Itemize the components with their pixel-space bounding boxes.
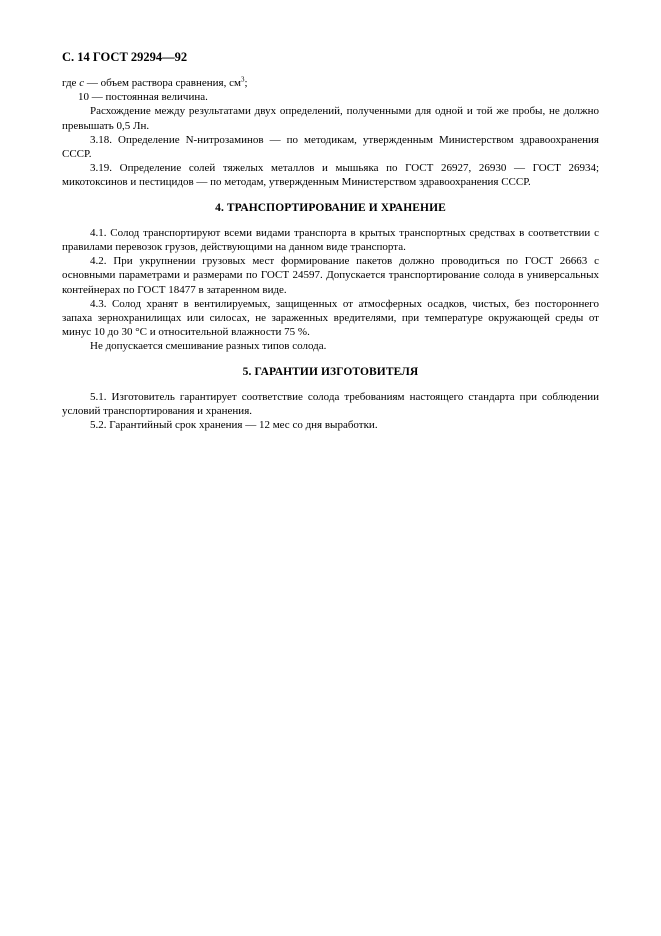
formula-constant-line: 10 — постоянная величина. <box>78 91 208 104</box>
page-header: С. 14 ГОСТ 29294—92 <box>62 50 188 64</box>
paragraph-5-1: 5.1. Изготовитель гарантирует соответствие солода требованиям настоящего стандарта при соблюдении условий транспортирования и хранения. <box>62 390 599 418</box>
section-5-title: 5. ГАРАНТИИ ИЗГОТОВИТЕЛЯ <box>242 365 419 378</box>
paragraph-discrepancy: Расхождение между результатами двух определений, полученными для одной и той же пробы, не должно превышать 0,5 Лн. <box>62 105 599 132</box>
formula-where-line <box>62 76 599 90</box>
document-body <box>62 76 599 432</box>
section-4-title: 4. ТРАНСПОРТИРОВАНИЕ И ХРАНЕНИЕ <box>215 201 446 214</box>
paragraph-4-1: 4.1. Солод транспортируют всеми видами транспорта в крытых транспортных средствах в соответствии с правилами перевозок грузов, действующими на данном виде транспорта. <box>62 226 599 254</box>
unit-superscript: 3 <box>240 75 245 84</box>
paragraph-5-2: 5.2. Гарантийный срок хранения — 12 мес со дня выработки. <box>90 419 378 432</box>
paragraph-4-2: 4.2. При укрупнении грузовых мест формирование пакетов должно проводиться по ГОСТ 26663 с основными параметрами и размерами по ГОСТ 24597. Допускается транспортирование солода в универсальных контейнерах по ГОСТ 18477 в затаренном виде. <box>62 255 599 296</box>
where-prefix: где <box>62 77 80 89</box>
where-text: — объем раствора сравнения, см <box>84 77 241 89</box>
where-end: ; <box>244 77 248 89</box>
paragraph-4-3: 4.3. Солод хранят в вентилируемых, защищенных от атмосферных осадков, чистых, без постороннего запаха зернохранилищах или силосах, не зараженных вредителями, при температуре окружающей среды от минус 10 до 30 °С и относительной влажности 75 %. <box>62 297 599 339</box>
paragraph-mixing-note: Не допускается смешивание разных типов солода. <box>90 340 327 353</box>
formula-variable: c <box>79 77 85 89</box>
paragraph-3-19: 3.19. Определение солей тяжелых металлов и мышьяка по ГОСТ 26927, 26930 — ГОСТ 26934; микотоксинов и пестицидов — по методам, утвержденным Министерством здравоохранения СССР. <box>62 162 599 189</box>
paragraph-3-18: 3.18. Определение N-нитрозаминов — по методикам, утвержденным Министерством здравоохранения СССР. <box>62 133 599 161</box>
